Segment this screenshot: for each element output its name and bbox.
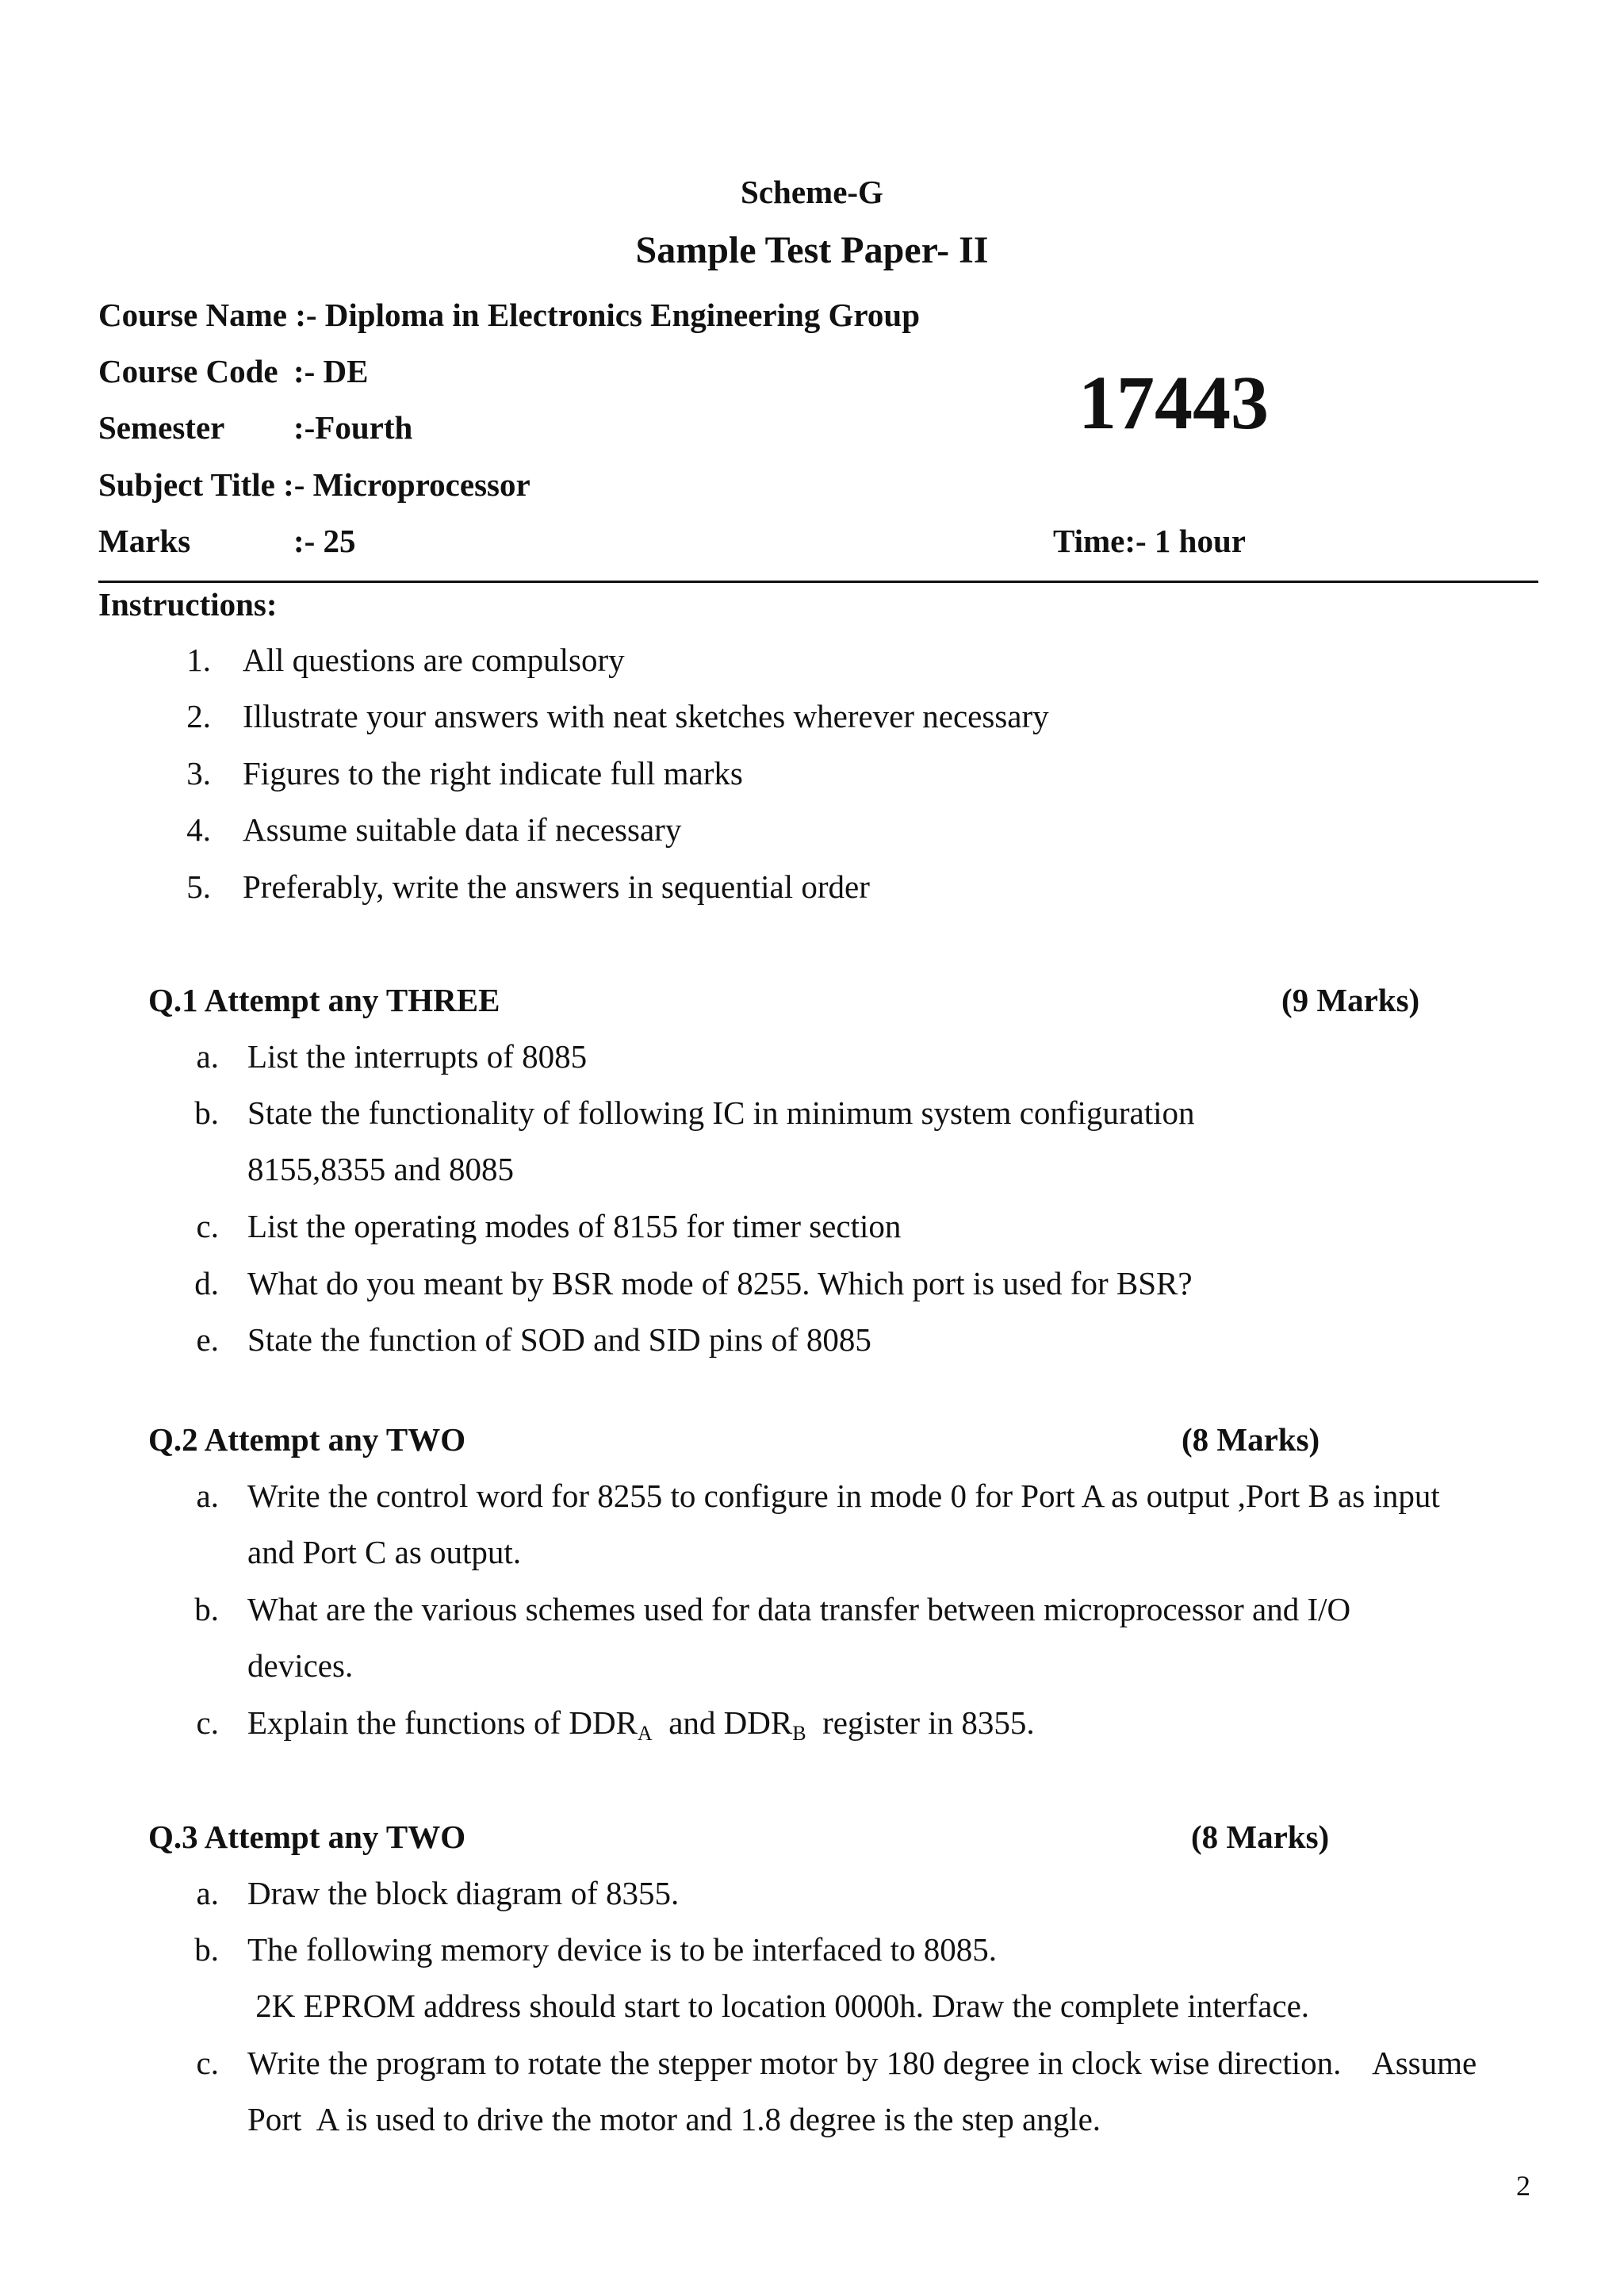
- semester-label: Semester: [98, 409, 225, 446]
- subscript-a: A: [637, 1722, 653, 1745]
- course-name-row: [98, 296, 920, 334]
- subject-title-value: Microprocessor: [312, 466, 530, 503]
- question-text-part: Explain the functions of DDR: [247, 1704, 638, 1741]
- subject-title-label: Subject Title :-: [98, 466, 305, 503]
- instructions-heading: Instructions:: [98, 586, 278, 623]
- question-letter: b.: [194, 1094, 219, 1131]
- q1-marks: (9 Marks): [1281, 982, 1420, 1018]
- q1-title: Q.1 Attempt any THREE: [148, 982, 500, 1018]
- instruction-text: Preferably, write the answers in sequential order: [243, 868, 870, 905]
- instruction-number: 2.: [186, 698, 211, 734]
- question-text: Write the program to rotate the stepper motor by 180 degree in clock wise direction. Assume: [247, 2045, 1477, 2081]
- marks-label: Marks: [98, 523, 191, 559]
- course-code-value: :- DE: [293, 353, 369, 389]
- question-letter: b.: [194, 1931, 219, 1968]
- q2-marks: (8 Marks): [1182, 1421, 1320, 1458]
- instruction-number: 5.: [186, 868, 211, 905]
- question-text: The following memory device is to be interfaced to 8085.: [247, 1931, 998, 1968]
- question-text: Write the control word for 8255 to configure in mode 0 for Port A as output ,Port B as input: [247, 1478, 1440, 1514]
- subject-title-row: [98, 466, 530, 504]
- question-letter: a.: [196, 1478, 219, 1514]
- course-code-label: Course Code: [98, 353, 278, 389]
- q3-title: Q.3 Attempt any TWO: [148, 1819, 466, 1855]
- question-text-part: and DDR: [652, 1704, 793, 1741]
- question-text-continued: 8155,8355 and 8085: [247, 1151, 514, 1187]
- question-letter: a.: [196, 1875, 219, 1911]
- question-text: State the functionality of following IC in minimum system configuration: [247, 1094, 1195, 1131]
- header-divider: [98, 581, 1538, 583]
- scheme-label: Scheme-G: [741, 174, 883, 210]
- marks-value: :- 25: [293, 523, 356, 559]
- instruction-number: 1.: [186, 642, 211, 678]
- subscript-b: B: [792, 1722, 806, 1745]
- question-text-part: register in 8355.: [806, 1704, 1035, 1741]
- time-label: Time:- 1 hour: [1053, 523, 1246, 559]
- question-text: [247, 1704, 1035, 1745]
- question-text-continued: Port A is used to drive the motor and 1.8 degree is the step angle.: [247, 2101, 1101, 2137]
- paper-title: Sample Test Paper- II: [635, 229, 989, 271]
- question-letter: b.: [194, 1591, 219, 1627]
- question-text-continued: 2K EPROM address should start to location 0000h. Draw the complete interface.: [247, 1987, 1310, 2024]
- instruction-text: Assume suitable data if necessary: [243, 811, 682, 848]
- question-text: Draw the block diagram of 8355.: [247, 1875, 680, 1911]
- question-text: State the function of SOD and SID pins of 8085: [247, 1321, 871, 1358]
- paper-code: 17443: [1078, 360, 1269, 445]
- question-letter: e.: [196, 1321, 219, 1358]
- course-name-value: Diploma in Electronics Engineering Group: [324, 297, 920, 333]
- question-letter: a.: [196, 1038, 219, 1075]
- q2-title: Q.2 Attempt any TWO: [148, 1421, 466, 1458]
- question-letter: c.: [196, 1208, 219, 1244]
- question-letter: c.: [196, 2045, 219, 2081]
- page-number: 2: [1516, 2170, 1530, 2202]
- instruction-text: Figures to the right indicate full marks: [243, 755, 743, 792]
- course-name-label: Course Name :-: [98, 297, 317, 333]
- question-text: List the interrupts of 8085: [247, 1038, 588, 1075]
- instruction-text: All questions are compulsory: [243, 642, 625, 678]
- question-letter: d.: [194, 1265, 219, 1301]
- instruction-text: Illustrate your answers with neat sketches wherever necessary: [243, 698, 1049, 734]
- instruction-number: 4.: [186, 811, 211, 848]
- question-text-continued: and Port C as output.: [247, 1534, 522, 1570]
- question-letter: c.: [196, 1704, 219, 1741]
- question-text-continued: devices.: [247, 1647, 354, 1684]
- instruction-number: 3.: [186, 755, 211, 792]
- question-text: List the operating modes of 8155 for timer section: [247, 1208, 902, 1244]
- question-text: What do you meant by BSR mode of 8255. Which port is used for BSR?: [247, 1265, 1193, 1301]
- q3-marks: (8 Marks): [1191, 1819, 1330, 1855]
- semester-value: :-Fourth: [293, 409, 413, 446]
- question-text: What are the various schemes used for data transfer between microprocessor and I/O: [247, 1591, 1351, 1627]
